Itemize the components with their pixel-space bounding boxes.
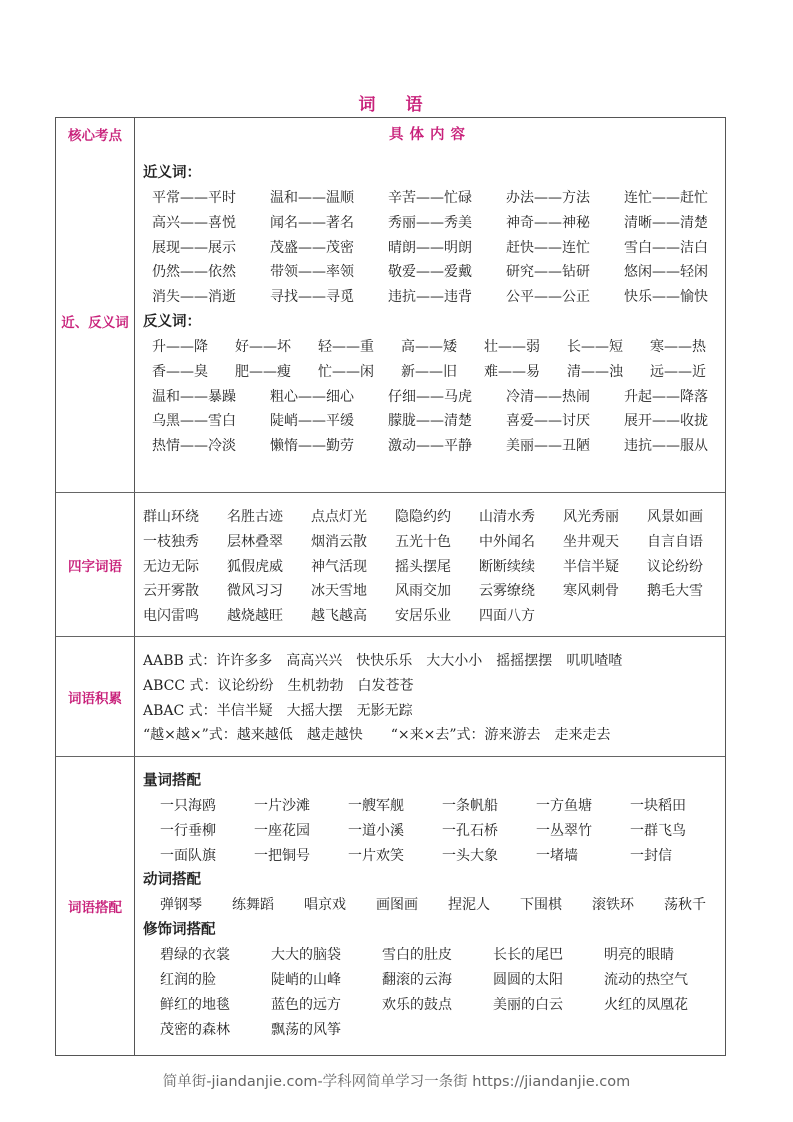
word-item: 乌黑——雪白 (152, 413, 236, 430)
word-item: 轻——重 (318, 338, 374, 355)
subsection-heading: 动词搭配 (143, 872, 201, 889)
word-item: 欢乐的鼓点 (382, 996, 452, 1013)
word-item: 画图画 (376, 897, 418, 914)
word-item: 消失——消逝 (152, 289, 236, 306)
word-item: 四面八方 (479, 608, 535, 625)
word-item: 神奇——神秘 (506, 214, 590, 231)
word-item: 忙——闲 (318, 363, 374, 380)
word-item: 寒——热 (650, 338, 706, 355)
word-item: 火红的凤凰花 (604, 996, 688, 1013)
word-item: 断断续续 (479, 558, 535, 575)
word-item: 无边无际 (143, 558, 199, 575)
word-item: 仍然——依然 (152, 264, 236, 281)
word-item: 云雾缭绕 (479, 583, 535, 600)
word-item: “越×越×”式：越来越低 越走越快 “×来×去”式：游来游去 走来走去 (143, 727, 611, 744)
table-header-row (56, 118, 725, 149)
word-item: 一行垂柳 (160, 822, 216, 839)
word-item: 违抗——服从 (624, 438, 708, 455)
word-line (135, 943, 736, 968)
word-item: 连忙——赶忙 (624, 190, 708, 206)
word-item: 圆圆的太阳 (493, 971, 563, 988)
word-line (135, 579, 731, 604)
word-item: 赶快——连忙 (506, 239, 590, 256)
word-item: 越飞越高 (311, 608, 367, 625)
word-line (135, 893, 736, 918)
word-item: 一把铜号 (254, 847, 310, 864)
footer-watermark: 简单街-jiandanjie.com-学科网简单学习一条街 https://jiandanjie.com (162, 1074, 631, 1090)
section-content (135, 493, 731, 636)
word-item: 远——近 (650, 363, 706, 380)
word-item: 群山环绕 (143, 509, 199, 525)
word-item: 带领——率领 (270, 264, 354, 281)
word-item: 秀丽——秀美 (388, 214, 472, 231)
word-item: 茂密的森林 (160, 1021, 230, 1038)
subsection-heading: 量词搭配 (143, 773, 201, 789)
section-label: 词语积累 (56, 637, 135, 756)
word-item: 一只海鸥 (160, 798, 216, 814)
word-item: 自言自语 (647, 533, 703, 550)
word-item: 一片欢笑 (348, 847, 404, 864)
page-title: 词 语 (358, 95, 435, 115)
word-item: 办法——方法 (506, 190, 590, 206)
word-item: 壮——弱 (484, 338, 540, 355)
word-item: 美丽的白云 (493, 996, 563, 1013)
word-line (135, 211, 742, 236)
word-line (135, 385, 742, 410)
word-item: 长——短 (567, 338, 623, 355)
word-item: 高——矮 (401, 338, 457, 355)
word-item: 名胜古迹 (227, 509, 283, 525)
section-row (56, 149, 725, 492)
word-item: ABCC 式：议论纷纷 生机勃勃 白发苍苍 (143, 677, 414, 694)
word-item: 清——浊 (567, 363, 623, 380)
word-item: 晴朗——明朗 (388, 239, 472, 256)
word-item: 好——坏 (235, 338, 291, 355)
word-line (135, 1018, 736, 1043)
word-item: 蓝色的远方 (271, 996, 341, 1013)
word-line (135, 819, 736, 844)
section-content (135, 149, 742, 492)
word-item: 层林叠翠 (227, 533, 283, 550)
word-item: 难——易 (484, 363, 540, 380)
section-row (56, 756, 725, 1055)
word-item: 山清水秀 (479, 509, 535, 525)
word-item: 云开雾散 (143, 583, 199, 600)
word-item: 快乐——愉快 (624, 289, 708, 306)
word-line (135, 505, 731, 530)
word-line (135, 844, 736, 869)
word-item: 喜爱——讨厌 (506, 413, 590, 430)
word-item: 五光十色 (395, 533, 451, 550)
word-item: 一片沙滩 (254, 798, 310, 814)
word-item: 一头大象 (442, 847, 498, 864)
word-item: 新——旧 (401, 363, 457, 380)
word-item: 点点灯光 (311, 509, 367, 525)
word-item: 微风习习 (227, 583, 283, 600)
word-item: 风景如画 (647, 509, 703, 525)
word-item: 研究——钻研 (506, 264, 590, 281)
word-item: 下围棋 (520, 897, 562, 914)
word-item: 一丛翠竹 (536, 822, 592, 839)
word-item: 捏泥人 (448, 897, 490, 914)
word-item: 一堵墙 (536, 847, 578, 864)
word-item: 隐隐约约 (395, 509, 451, 525)
word-item: 狐假虎威 (227, 558, 283, 575)
word-item: 翻滚的云海 (382, 971, 452, 988)
word-item: 飘荡的风筝 (271, 1021, 341, 1038)
word-item: 温和——温顺 (270, 190, 354, 206)
word-item: AABB 式：许许多多 高高兴兴 快快乐乐 大大小小 摇摇摆摆 叽叽喳喳 (143, 653, 623, 669)
word-item: 风雨交加 (395, 583, 451, 600)
word-item: 电闪雷鸣 (143, 608, 199, 625)
word-item: 一块稻田 (630, 798, 686, 814)
vocabulary-table (55, 117, 726, 1056)
word-item: 升——降 (152, 338, 208, 355)
word-line (135, 968, 736, 993)
word-item: 烟消云散 (311, 533, 367, 550)
word-item: 寻找——寻觅 (270, 289, 354, 306)
word-line (135, 335, 742, 360)
word-item: 肥——瘦 (235, 363, 291, 380)
word-item: 违抗——违背 (388, 289, 472, 306)
word-item: 朦胧——清楚 (388, 413, 472, 430)
word-item: 一艘军舰 (348, 798, 404, 814)
word-item: 坐井观天 (563, 533, 619, 550)
word-item: 热情——冷淡 (152, 438, 236, 455)
word-item: 鹅毛大雪 (647, 583, 703, 600)
section-row (56, 636, 725, 756)
word-item: 弹钢琴 (160, 897, 202, 914)
word-line (135, 530, 731, 555)
word-item: 一座花园 (254, 822, 310, 839)
subsection-heading: 反义词： (143, 313, 201, 330)
word-item: 美丽——丑陋 (506, 438, 590, 455)
section-label: 近、反义词 (56, 149, 135, 492)
word-line (135, 260, 742, 285)
subsection-heading: 近义词： (143, 165, 201, 181)
header-content: 具体内容 (389, 127, 471, 143)
word-line (135, 794, 736, 819)
word-item: 一道小溪 (348, 822, 404, 839)
word-item: 雪白——洁白 (624, 239, 708, 256)
word-item: 越烧越旺 (227, 608, 283, 625)
word-line (135, 699, 725, 724)
word-item: 练舞蹈 (232, 897, 274, 914)
word-line (135, 434, 742, 459)
word-item: 一群飞鸟 (630, 822, 686, 839)
word-item: 仔细——马虎 (388, 388, 472, 405)
word-item: 滚铁环 (592, 897, 634, 914)
word-line (135, 555, 731, 580)
word-item: 一方鱼塘 (536, 798, 592, 814)
word-line (135, 674, 725, 699)
word-item: 鲜红的地毯 (160, 996, 230, 1013)
section-label: 四字词语 (56, 493, 135, 636)
word-item: 茂盛——茂密 (270, 239, 354, 256)
word-item: 流动的热空气 (604, 971, 688, 988)
word-item: 懒惰——勤劳 (270, 438, 354, 455)
word-line (135, 723, 725, 748)
word-item: 红润的脸 (160, 971, 216, 988)
word-item: 敬爱——爱戴 (388, 264, 472, 281)
word-item: 长长的尾巴 (493, 947, 563, 964)
word-item: 高兴——喜悦 (152, 214, 236, 231)
word-item: 安居乐业 (395, 608, 451, 625)
word-item: 风光秀丽 (563, 509, 619, 525)
word-item: 神气活现 (311, 558, 367, 575)
word-item: 雪白的肚皮 (382, 947, 452, 964)
section-content (135, 757, 736, 1055)
word-item: 唱京戏 (304, 897, 346, 914)
word-item: 一孔石桥 (442, 822, 498, 839)
word-item: 碧绿的衣裳 (160, 947, 230, 964)
word-item: ABAC 式：半信半疑 大摇大摆 无影无踪 (143, 702, 413, 719)
word-item: 议论纷纷 (647, 558, 703, 575)
word-item: 粗心——细心 (270, 388, 354, 405)
word-item: 陡峭的山峰 (271, 971, 341, 988)
word-item: 一条帆船 (442, 798, 498, 814)
subsection-heading: 修饰词搭配 (143, 922, 216, 939)
section-label: 词语搭配 (56, 757, 135, 1055)
word-item: 闻名——著名 (270, 214, 354, 231)
word-line (135, 186, 742, 211)
word-item: 冷清——热闹 (506, 388, 590, 405)
section-row (56, 492, 725, 636)
word-item: 升起——降落 (624, 388, 708, 405)
word-line (135, 409, 742, 434)
word-item: 温和——暴躁 (152, 388, 236, 405)
word-item: 冰天雪地 (311, 583, 367, 600)
header-key-points: 核心考点 (56, 118, 135, 149)
section-content (135, 637, 725, 756)
word-item: 平常——平时 (152, 190, 236, 206)
word-item: 展开——收拢 (624, 413, 708, 430)
word-item: 公平——公正 (506, 289, 590, 306)
word-item: 一枝独秀 (143, 533, 199, 550)
word-item: 陡峭——平缓 (270, 413, 354, 430)
word-line (135, 993, 736, 1018)
word-line (135, 604, 731, 629)
word-item: 一面队旗 (160, 847, 216, 864)
word-item: 悠闲——轻闲 (624, 264, 708, 281)
word-item: 清晰——清楚 (624, 214, 708, 231)
word-item: 明亮的眼睛 (604, 947, 674, 964)
word-item: 一封信 (630, 847, 672, 864)
word-item: 半信半疑 (563, 558, 619, 575)
word-item: 寒风刺骨 (563, 583, 619, 600)
word-line (135, 285, 742, 310)
word-item: 荡秋千 (664, 897, 706, 914)
word-item: 辛苦——忙碌 (388, 190, 472, 206)
word-line (135, 360, 742, 385)
word-item: 摇头摆尾 (395, 558, 451, 575)
word-line (135, 649, 725, 674)
word-line (135, 236, 742, 261)
word-item: 大大的脑袋 (271, 947, 341, 964)
word-item: 展现——展示 (152, 239, 236, 256)
word-item: 激动——平静 (388, 438, 472, 455)
word-item: 香——臭 (152, 363, 208, 380)
word-item: 中外闻名 (479, 533, 535, 550)
